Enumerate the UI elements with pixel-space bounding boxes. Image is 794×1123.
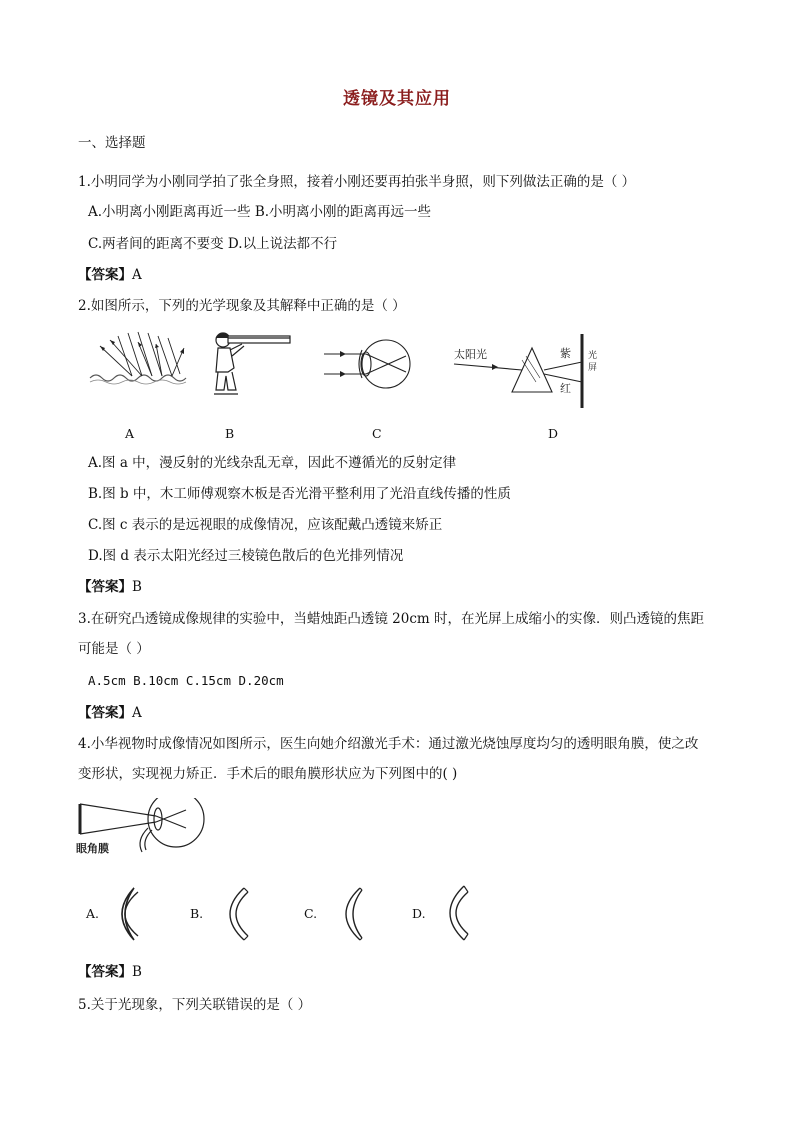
q3-options: A.5cm B.10cm C.15cm D.20cm [88, 673, 284, 688]
q2-option-b: B.图 b 中，木工师傅观察木板是否光滑平整利用了光沿直线传播的性质 [88, 486, 511, 502]
red-label: 红 [560, 382, 571, 395]
screen-label-1: 光 [588, 351, 598, 361]
cornea-label: 眼角膜 [76, 842, 109, 855]
q1-stem: 1.小明同学为小刚同学拍了张全身照，接着小刚还要再拍张半身照，则下列做法正确的是（ ） [78, 174, 636, 190]
section-heading: 一、选择题 [78, 135, 146, 151]
q4-option-label-c: C. [304, 906, 318, 921]
q3-stem-line-1: 3.在研究凸透镜成像规律的实验中，当蜡烛距凸透镜 20cm 时，在光屏上成缩小的实像．则凸透镜的焦距 [78, 611, 705, 627]
q1-options-ab: A.小明离小刚距离再近一些 B.小明离小刚的距离再远一些 [88, 204, 432, 220]
figure-b-carpenter [198, 328, 298, 400]
answer-label: 【答案】 [78, 964, 132, 980]
q4-cornea-shape-d [432, 882, 472, 944]
figure-label-b: B [225, 426, 235, 441]
answer-value: B [132, 579, 142, 595]
q4-cornea-shape-a [106, 884, 146, 944]
q4-cornea-shape-c [330, 884, 370, 944]
figure-label-c: C [372, 426, 382, 441]
q4-stem-line-2: 变形状，实现视力矫正．手术后的眼角膜形状应为下列图中的( ) [78, 766, 458, 782]
q4-option-label-a: A. [86, 906, 100, 921]
answer-label: 【答案】 [78, 267, 132, 283]
q2-stem: 2.如图所示，下列的光学现象及其解释中正确的是（ ） [78, 298, 406, 314]
page-title: 透镜及其应用 [343, 89, 451, 109]
figure-label-d: D [548, 426, 559, 441]
q3-stem-line-2: 可能是（ ） [78, 641, 150, 657]
figure-label-a: A [125, 426, 135, 441]
q3-answer [78, 704, 142, 722]
q2-option-c: C.图 c 表示的是远视眼的成像情况，应该配戴凸透镜来矫正 [88, 517, 443, 533]
purple-label: 紫 [560, 347, 571, 360]
q2-answer [78, 578, 142, 596]
q2-option-a: A.图 a 中，漫反射的光线杂乱无章，因此不遵循光的反射定律 [88, 455, 457, 471]
q4-answer [78, 963, 142, 981]
q2-option-d: D.图 d 表示太阳光经过三棱镜色散后的色光排列情况 [88, 548, 404, 564]
figure-q4-eye [76, 798, 216, 860]
q4-option-label-b: B. [190, 906, 204, 921]
q4-stem-line-1: 4.小华视物时成像情况如图所示，医生向她介绍激光手术：通过激光烧蚀厚度均匀的透明眼角膜，使之改 [78, 736, 699, 752]
figure-d-prism [452, 330, 612, 410]
sun-label: 太阳光 [454, 348, 487, 361]
answer-label: 【答案】 [78, 579, 132, 595]
q1-options-cd: C.两者间的距离不要变 D.以上说法都不行 [88, 236, 338, 252]
q1-answer [78, 266, 142, 284]
q4-cornea-shape-b [214, 884, 254, 944]
answer-value: A [132, 705, 142, 721]
q5-stem: 5.关于光现象，下列关联错误的是（ ） [78, 997, 312, 1013]
screen-label-2: 屏 [588, 363, 598, 373]
answer-value: B [132, 964, 142, 980]
answer-label: 【答案】 [78, 705, 132, 721]
answer-value: A [132, 267, 142, 283]
figure-c-eye [322, 336, 422, 394]
q4-option-label-d: D. [412, 906, 426, 921]
figure-a-diffuse-reflection [88, 328, 188, 388]
